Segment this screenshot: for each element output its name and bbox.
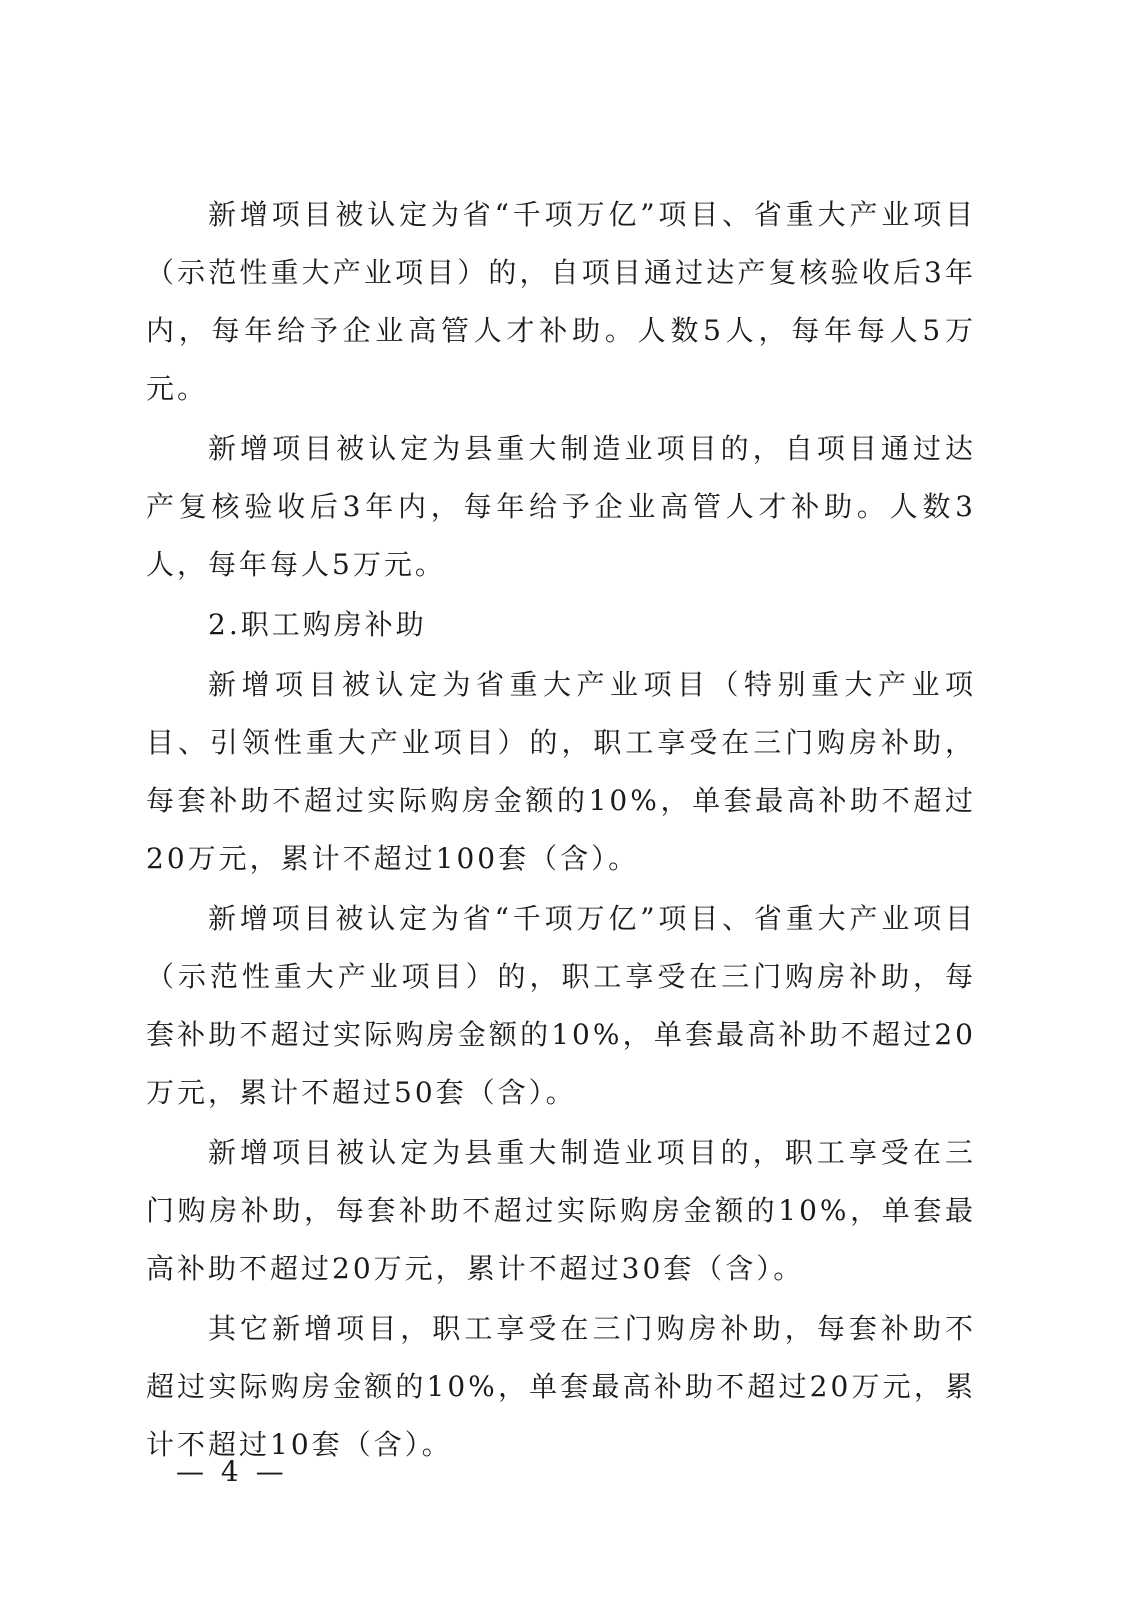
paragraph-county-talent-subsidy: 新增项目被认定为县重大制造业项目的，自项目通过达产复核验收后3年内，每年给予企业高管人才补助。人数3人，每年每人5万元。	[146, 432, 976, 581]
paragraph-other-housing: 其它新增项目，职工享受在三门购房补助，每套补助不超过实际购房金额的10%，单套最高补助不超过20万元，累计不超过10套（含）。	[146, 1312, 976, 1461]
paragraph-county-housing: 新增项目被认定为县重大制造业项目的，职工享受在三门购房补助，每套补助不超过实际购房金额的10%，单套最高补助不超过20万元，累计不超过30套（含）。	[146, 1136, 976, 1285]
page-number: — 4 —	[176, 1455, 288, 1488]
document-body	[146, 186, 976, 1476]
paragraph-provincial-talent-subsidy: 新增项目被认定为省“千项万亿”项目、省重大产业项目（示范性重大产业项目）的，自项目通过达产复核验收后3年内，每年给予企业高管人才补助。人数5人，每年每人5万元。	[146, 198, 976, 405]
paragraph-major-project-housing: 新增项目被认定为省重大产业项目（特别重大产业项目、引领性重大产业项目）的，职工享受在三门购房补助，每套补助不超过实际购房金额的10%，单套最高补助不超过20万元，累计不超过100套（含）。	[146, 668, 976, 875]
paragraph-provincial-housing: 新增项目被认定为省“千项万亿”项目、省重大产业项目（示范性重大产业项目）的，职工享受在三门购房补助，每套补助不超过实际购房金额的10%，单套最高补助不超过20万元，累计不超过50套（含）。	[146, 902, 976, 1109]
section-heading-housing-subsidy: 2.职工购房补助	[208, 608, 427, 641]
